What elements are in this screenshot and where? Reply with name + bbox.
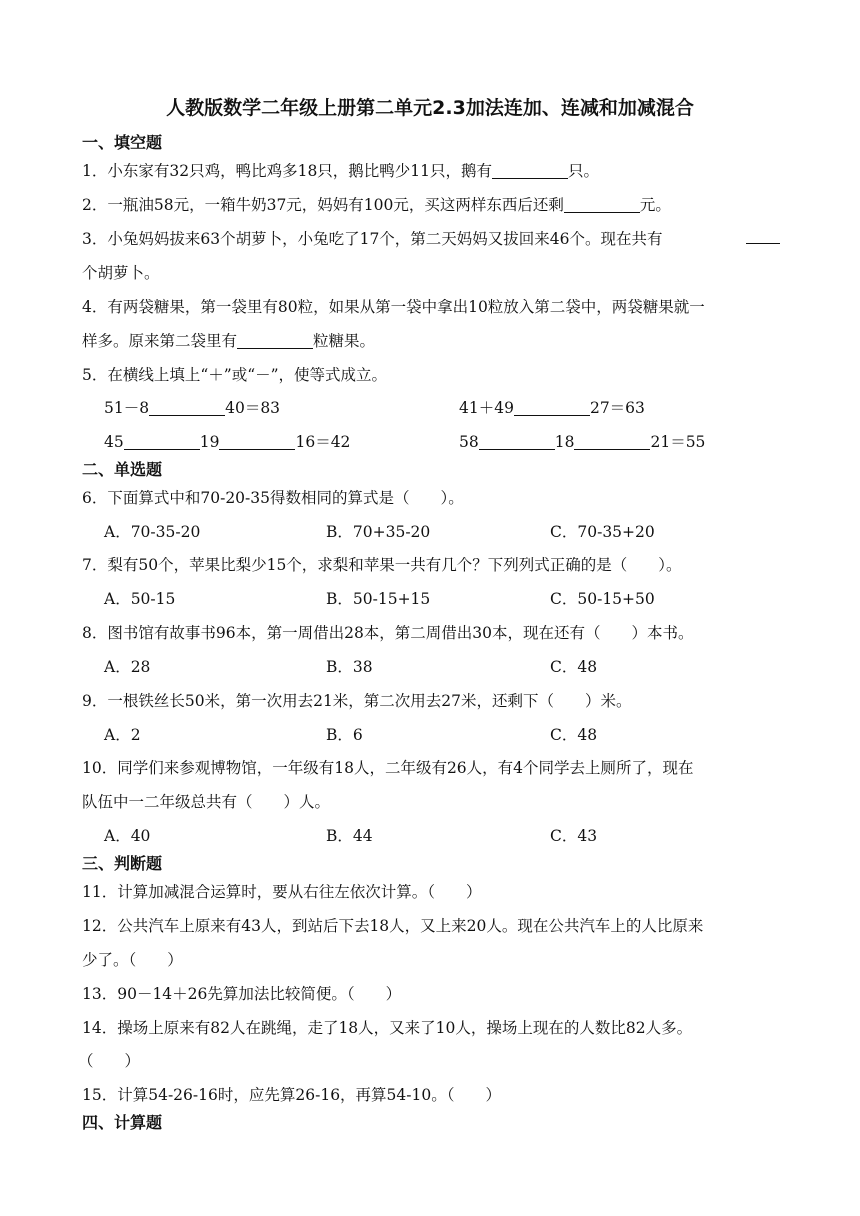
- equation-1: [104, 396, 280, 418]
- section-heading-fill-blank: 一、填空题: [82, 133, 163, 152]
- equation-part: 21＝55: [650, 433, 706, 451]
- section-heading-single-choice: 二、单选题: [82, 460, 163, 479]
- option-a[interactable]: A．40: [104, 827, 151, 845]
- operator-blank[interactable]: [124, 433, 200, 450]
- equation-3: [104, 430, 350, 452]
- operator-blank[interactable]: [514, 399, 590, 416]
- answer-blank[interactable]: [492, 162, 568, 179]
- option-c[interactable]: C．48: [550, 726, 598, 744]
- equation-part: 19: [199, 433, 220, 451]
- question-8: 8．图书馆有故事书96本，第一周借出28本，第二周借出30本，现在还有（ ）本书。: [82, 624, 694, 642]
- equation-part: 51－8: [104, 399, 150, 417]
- section-heading-true-false: 三、判断题: [82, 854, 163, 873]
- answer-blank[interactable]: [237, 332, 313, 349]
- question-10-continued: 队伍中一二年级总共有（ ）人。: [82, 793, 331, 811]
- equation-part: 27＝63: [589, 399, 645, 417]
- question-12: 12．公共汽车上原来有43人，到站后下去18人，又上来20人。现在公共汽车上的人比原来: [82, 917, 704, 935]
- equation-part: 45: [104, 433, 124, 451]
- question-13: 13．90－14＋26先算加法比较简便。（ ）: [82, 985, 402, 1003]
- question-3-continued: 个胡萝卜。: [82, 264, 160, 282]
- equation-part: 41＋49: [459, 399, 514, 417]
- question-text: 1．小东家有32只鸡，鸭比鸡多18只，鹅比鸭少11只，鹅有: [82, 162, 493, 180]
- option-a[interactable]: A．50-15: [104, 590, 176, 608]
- operator-blank[interactable]: [219, 433, 295, 450]
- question-5: 5．在横线上填上“＋”或“－”，使等式成立。: [82, 366, 388, 384]
- option-c[interactable]: C．70-35+20: [550, 523, 655, 541]
- option-a[interactable]: A．2: [104, 726, 141, 744]
- question-4: 4．有两袋糖果，第一袋里有80粒，如果从第一袋中拿出10粒放入第二袋中，两袋糖果就一: [82, 298, 705, 316]
- question-10: 10．同学们来参观博物馆，一年级有18人，二年级有26人，有4个同学去上厕所了，现在: [82, 759, 694, 777]
- question-text: 样多。原来第二袋里有: [82, 332, 238, 350]
- option-a[interactable]: A．28: [104, 658, 151, 676]
- question-9: 9．一根铁丝长50米，第一次用去21米，第二次用去27米，还剩下（ ）米。: [82, 692, 632, 710]
- question-4-continued: [82, 329, 375, 351]
- question-text: 只。: [568, 162, 600, 180]
- answer-blank[interactable]: [746, 227, 780, 244]
- question-12-continued: 少了。（ ）: [82, 951, 183, 969]
- equation-part: 40＝83: [225, 399, 281, 417]
- equation-part: 18: [554, 433, 575, 451]
- option-a[interactable]: A．70-35-20: [104, 523, 201, 541]
- operator-blank[interactable]: [574, 433, 650, 450]
- option-c[interactable]: C．50-15+50: [550, 590, 655, 608]
- question-1: [82, 159, 599, 181]
- question-text: 3．小兔妈妈拔来63个胡萝卜，小兔吃了17个，第二天妈妈又拔回来46个。现在共有: [82, 230, 663, 248]
- question-text: 粒糖果。: [313, 332, 376, 350]
- option-b[interactable]: B．38: [326, 658, 373, 676]
- answer-blank[interactable]: [564, 196, 640, 213]
- equation-4: [459, 430, 705, 452]
- question-2: [82, 193, 671, 215]
- question-7: 7．梨有50个，苹果比梨少15个，求梨和苹果一共有几个？下列列式正确的是（ ）。: [82, 556, 682, 574]
- option-c[interactable]: C．48: [550, 658, 598, 676]
- section-heading-calculation: 四、计算题: [82, 1113, 163, 1132]
- option-b[interactable]: B．50-15+15: [326, 590, 431, 608]
- question-14-continued: （ ）: [78, 1052, 141, 1070]
- question-14: 14．操场上原来有82人在跳绳，走了18人，又来了10人，操场上现在的人数比82人多。: [82, 1019, 693, 1037]
- question-3: [82, 227, 780, 249]
- option-b[interactable]: B．70+35-20: [326, 523, 431, 541]
- equation-2: [459, 396, 645, 418]
- operator-blank[interactable]: [149, 399, 225, 416]
- question-6: 6．下面算式中和70-20-35得数相同的算式是（ ）。: [82, 489, 464, 507]
- page-title: 人教版数学二年级上册第二单元2.3加法连加、连减和加减混合: [166, 97, 694, 119]
- option-b[interactable]: B．6: [326, 726, 363, 744]
- question-text: 2．一瓶油58元，一箱牛奶37元，妈妈有100元，买这两样东西后还剩: [82, 196, 564, 214]
- equation-part: 16＝42: [295, 433, 351, 451]
- option-b[interactable]: B．44: [326, 827, 373, 845]
- equation-part: 58: [459, 433, 479, 451]
- option-c[interactable]: C．43: [550, 827, 598, 845]
- question-15: 15．计算54-26-16时，应先算26-16，再算54-10。（ ）: [82, 1086, 501, 1104]
- question-11: 11．计算加减混合运算时，要从右往左依次计算。（ ）: [82, 883, 482, 901]
- question-text: 元。: [639, 196, 671, 214]
- operator-blank[interactable]: [479, 433, 555, 450]
